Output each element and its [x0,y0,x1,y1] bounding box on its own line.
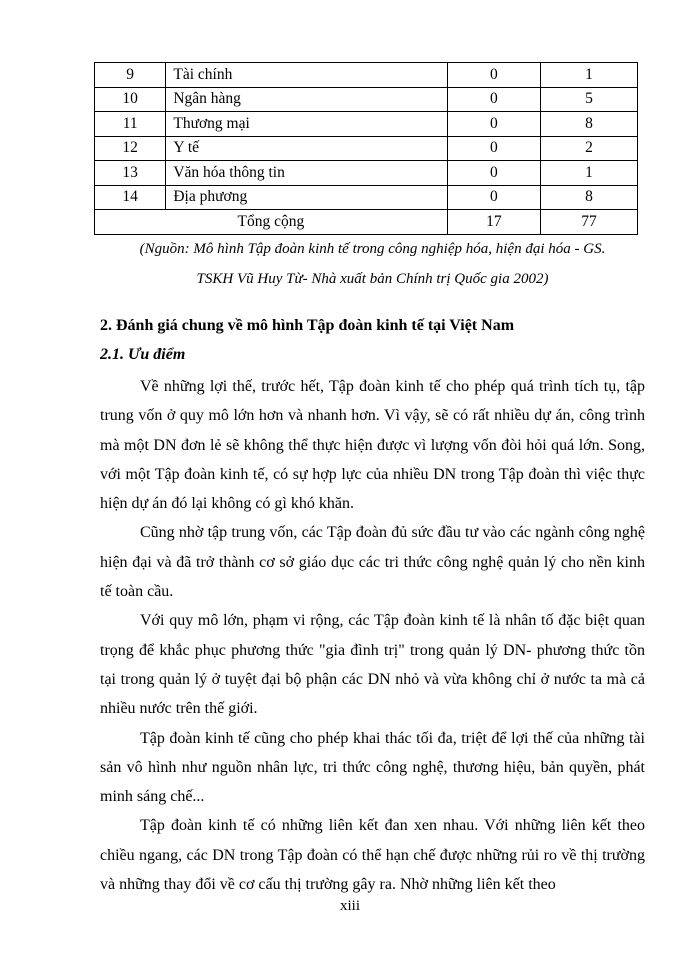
value-a: 0 [447,185,540,210]
value-b: 1 [540,63,637,88]
paragraph: Tập đoàn kinh tế có những liên kết đan xen nhau. Với những liên kết theo chiều ngang, các DN trong Tập đoàn có thể hạn chế được những rủi ro về thị trường và những thay đổi về cơ cấu thị trường gây ra. Nhờ những liên kết theo [100,817,645,894]
sector-name: Địa phương [166,185,447,210]
row-number: 14 [95,185,166,210]
table-row [95,63,638,88]
paragraph: Tập đoàn kinh tế cũng cho phép khai thác tối đa, triệt để lợi thế của những tài sản vô hình như nguồn nhân lực, tri thức công nghệ, thương hiệu, bản quyền, phát minh sáng chế... [100,729,645,806]
value-b: 1 [540,161,637,186]
source-note [100,234,645,294]
sector-name: Ngân hàng [166,87,447,112]
value-b: 8 [540,185,637,210]
section-heading: 2. Đánh giá chung về mô hình Tập đoàn kinh tế tại Việt Nam [100,317,515,334]
value-a: 0 [447,161,540,186]
table-row [95,136,638,161]
total-label: Tổng cộng [95,210,448,235]
value-b: 2 [540,136,637,161]
table-row [95,112,638,137]
page-number: xiii [339,898,360,914]
row-number: 10 [95,87,166,112]
statistics-table [94,62,638,235]
total-a: 17 [447,210,540,235]
table-total-row [95,210,638,235]
value-b: 8 [540,112,637,137]
source-note-line-1: (Nguồn: Mô hình Tập đoàn kinh tế trong công nghiệp hóa, hiện đại hóa - GS. [139,241,606,257]
table-row [95,161,638,186]
row-number: 12 [95,136,166,161]
sector-name: Thương mại [166,112,447,137]
paragraph: Với quy mô lớn, phạm vi rộng, các Tập đoàn kinh tế là nhân tố đặc biệt quan trọng để khắc phục phương thức "gia đình trị" trong quản lý DN- phương thức tồn tại trong quản lý ở tuyệt đại bộ phận các DN nhỏ và vừa không chỉ ở nước ta mà cả nhiều nước trên thế giới. [100,612,645,718]
paragraph: Cũng nhờ tập trung vốn, các Tập đoàn đủ sức đầu tư vào các ngành công nghệ hiện đại và đã trở thành cơ sở giáo dục các tri thức công nghệ quản lý cho nền kinh tế toàn cầu. [100,524,645,601]
sector-name: Văn hóa thông tin [166,161,447,186]
table-row [95,185,638,210]
body-text [100,372,645,899]
value-a: 0 [447,136,540,161]
total-b: 77 [540,210,637,235]
row-number: 11 [95,112,166,137]
sector-name: Y tế [166,136,447,161]
row-number: 13 [95,161,166,186]
value-b: 5 [540,87,637,112]
value-a: 0 [447,63,540,88]
table-row [95,87,638,112]
value-a: 0 [447,87,540,112]
paragraph: Về những lợi thế, trước hết, Tập đoàn kinh tế cho phép quá trình tích tụ, tập trung vốn ở quy mô lớn hơn và nhanh hơn. Vì vậy, sẽ có rất nhiều dự án, công trình mà một DN đơn lẻ sẽ không thể thực hiện được vì lượng vốn đòi hỏi quá lớn. Song, với một Tập đoàn kinh tế, có sự hợp lực của nhiều DN trong Tập đoàn thì việc thực hiện dự án đó lại không có gì khó khăn. [100,378,645,513]
row-number: 9 [95,63,166,88]
value-a: 0 [447,112,540,137]
sector-name: Tài chính [166,63,447,88]
source-note-line-2: TSKH Vũ Huy Từ- Nhà xuất bản Chính trị Quốc gia 2002) [196,271,549,287]
subsection-heading: 2.1. Ưu điểm [100,346,186,363]
